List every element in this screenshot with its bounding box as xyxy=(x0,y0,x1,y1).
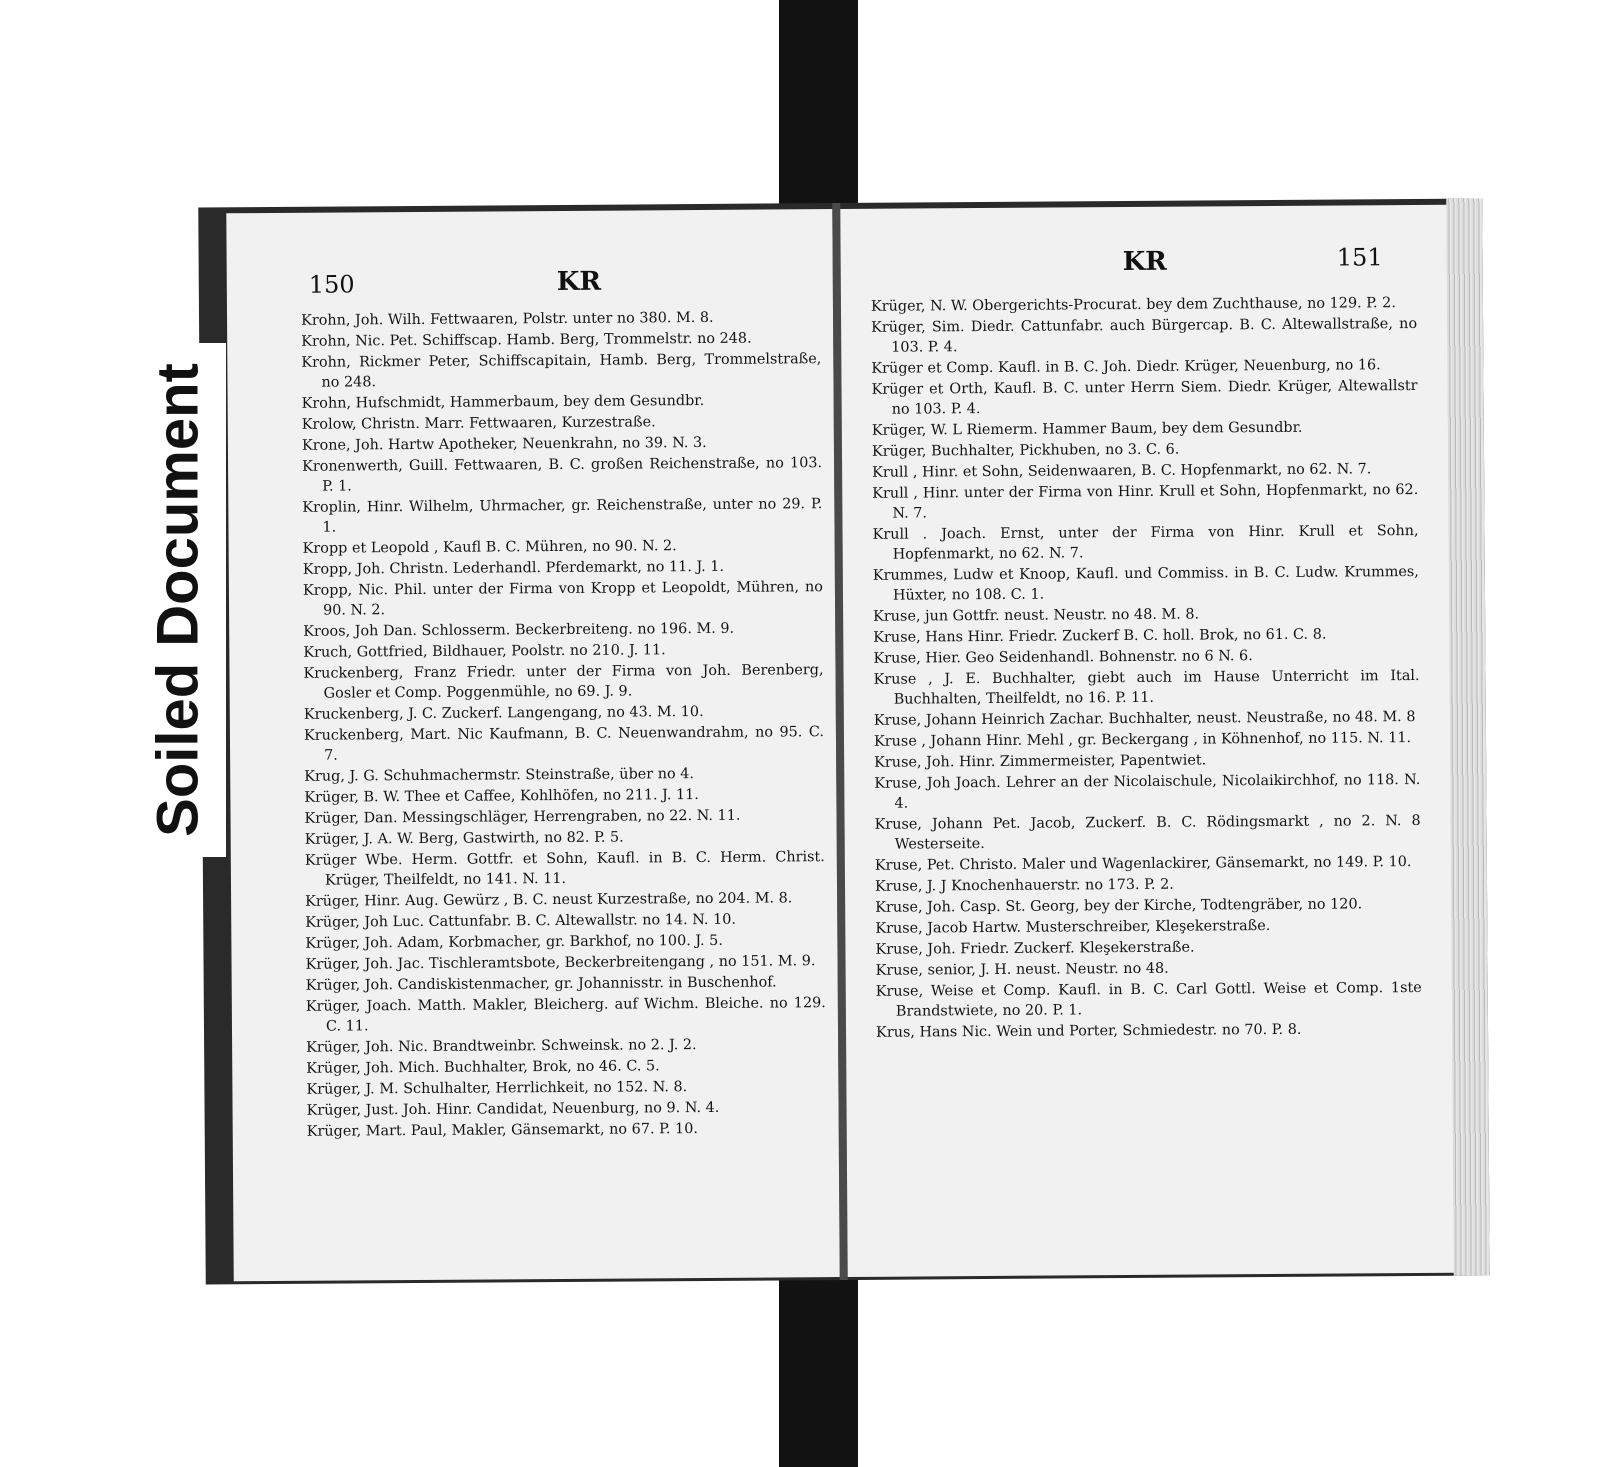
binding-strap-bottom xyxy=(779,1276,858,1467)
directory-entry: Kruse, Joh. Casp. St. Georg, bey der Kirche, Todtengräber, no 120. xyxy=(875,896,1363,916)
directory-entry: Krüger et Comp. Kaufl. in B. C. Joh. Diedr. Krüger, Neuenburg, no 16. xyxy=(871,357,1381,377)
directory-entry: Krolow, Christn. Marr. Fettwaaren, Kurzestraße. xyxy=(301,414,656,433)
directory-entry: Kruckenberg, Franz Friedr. unter der Firma von Joh. Berenberg, Gosler et Comp. Poggenmühle, no 69. J. 9. xyxy=(303,662,824,702)
directory-entry: Krüger, J. M. Schulhalter, Herrlichkeit, no 152. N. 8. xyxy=(306,1079,688,1098)
directory-entry: Kropp, Nic. Phil. unter der Firma von Kropp et Leopoldt, Mühren, no 90. N. 2. xyxy=(302,579,823,619)
directory-entry: Kruch, Gottfried, Bildhauer, Poolstr. no 210. J. 11. xyxy=(303,642,666,661)
directory-entry: Krus, Hans Nic. Wein und Porter, Schmiedestr. no 70. P. 8. xyxy=(875,1021,1302,1041)
directory-entry: Krohn, Hufschmidt, Hammerbaum, bey dem Gesundbr. xyxy=(301,392,705,412)
page-header: KR xyxy=(556,266,602,297)
directory-entry: Krüger, W. L Riemerm. Hammer Baum, bey dem Gesundbr. xyxy=(871,419,1303,439)
directory-entry: Krüger, Joh. Jac. Tischleramtsbote, Beckerbreitengang , no 151. M. 9. xyxy=(305,953,816,973)
directory-entry: Kruckenberg, J. C. Zuckerf. Langengang, no 43. M. 10. xyxy=(303,703,704,723)
page-number: 150 xyxy=(308,270,355,299)
directory-entry: Krull , Hinr. et Sohn, Seidenwaaren, B. C. Hopfenmarkt, no 62. N. 7. xyxy=(872,461,1372,481)
directory-entry: Kruse, Joh. Hinr. Zimmermeister, Papentwiet. xyxy=(874,752,1207,771)
directory-entry: Kruse, Johann Pet. Jacob, Zuckerf. B. C. Rödingsmarkt , no 2. N. 8 Westerseite. xyxy=(874,812,1421,853)
directory-entry: Krull . Joach. Ernst, unter der Firma von Hinr. Krull et Sohn, Hopfenmarkt, no 62. N. 7. xyxy=(872,522,1419,563)
directory-entry: Kruse, Jacob Hartw. Musterschreiber, Kleşekerstraße. xyxy=(875,918,1271,937)
soiled-document-label xyxy=(130,343,226,857)
directory-entry: Krüger, Joh Luc. Cattunfabr. B. C. Altewallstr. no 14. N. 10. xyxy=(305,911,737,931)
directory-entry: Krüger, Joach. Matth. Makler, Bleicherg. auf Wichm. Bleiche. no 129. C. 11. xyxy=(305,995,826,1035)
entry-list xyxy=(301,307,827,1143)
directory-entry: Krohn, Rickmer Peter, Schiffscapitain, Hamb. Berg, Trommelstraße, no 248. xyxy=(301,351,822,391)
directory-entry: Krone, Joh. Hartw Apotheker, Neuenkrahn, no 39. N. 3. xyxy=(301,434,707,454)
directory-entry: Kruse, Joh Joach. Lehrer an der Nicolaischule, Nicolaikirchhof, no 118. N. 4. xyxy=(874,771,1421,812)
directory-entry: Krüger, Joh. Mich. Buchhalter, Brok, no 46. C. 5. xyxy=(306,1058,660,1077)
directory-entry: Kruse, Hier. Geo Seidenhandl. Bohnenstr. no 6 N. 6. xyxy=(873,648,1253,667)
open-book xyxy=(198,199,1489,1285)
directory-entry: Krüger Wbe. Herm. Gottfr. et Sohn, Kaufl. in B. C. Herm. Christ. Krüger, Theilfeldt, no 141. N. 11. xyxy=(304,849,825,889)
directory-entry: Kruse, Johann Heinrich Zachar. Buchhalter, neust. Neustraße, no 48. M. 8 xyxy=(873,709,1416,729)
directory-entry: Krüger, Mart. Paul, Makler, Gänsemarkt, no 67. P. 10. xyxy=(306,1121,698,1140)
directory-entry: Krüger et Orth, Kaufl. B. C. unter Herrn Siem. Diedr. Krüger, Altewallstr no 103. P. 4. xyxy=(871,377,1418,418)
directory-entry: Krull , Hinr. unter der Firma von Hinr. Krull et Sohn, Hopfenmarkt, no 62. N. 7. xyxy=(872,481,1419,522)
page-header: KR xyxy=(1122,246,1167,278)
directory-entry: Krüger, Joh. Nic. Brandtweinbr. Schweinsk. no 2. J. 2. xyxy=(306,1037,697,1056)
directory-entry: Krüger, Buchhalter, Pickhuben, no 3. C. 6. xyxy=(871,441,1180,460)
directory-entry: Krüger, B. W. Thee et Caffee, Kohlhöfen, no 211. J. 11. xyxy=(304,787,699,806)
entry-list xyxy=(871,293,1422,1044)
directory-entry: Kruse, jun Gottfr. neust. Neustr. no 48. M. 8. xyxy=(873,606,1200,625)
directory-entry: Kruse , J. E. Buchhalter, giebt auch im Hause Unterricht im Ital. Buchhalten, Theilfeldt, no 16. P. 11. xyxy=(873,667,1420,708)
directory-entry: Krohn, Nic. Pet. Schiffscap. Hamb. Berg, Trommelstr. no 248. xyxy=(301,330,752,350)
directory-entry: Krüger, Joh. Candiskistenmacher, gr. Johannisstr. in Buschenhof. xyxy=(305,974,777,994)
directory-entry: Krüger, Hinr. Aug. Gewürz , B. C. neust Kurzestraße, no 204. M. 8. xyxy=(305,890,793,910)
directory-entry: Kruse, J. J Knochenhauerstr. no 173. P. 2. xyxy=(874,876,1174,895)
page-edges xyxy=(1446,199,1490,1276)
directory-entry: Krüger, Just. Joh. Hinr. Candidat, Neuenburg, no 9. N. 4. xyxy=(306,1099,720,1119)
directory-entry: Krüger, Dan. Messingschläger, Herrengraben, no 22. N. 11. xyxy=(304,807,741,827)
binding-strap-top xyxy=(779,0,858,215)
left-page xyxy=(226,209,842,1281)
directory-entry: Krummes, Ludw et Knoop, Kaufl. und Commiss. in B. C. Ludw. Krummes, Hüxter, no 108. C. 1. xyxy=(872,563,1419,604)
directory-entry: Kropp, Joh. Christn. Lederhandl. Pferdemarkt, no 11. J. 1. xyxy=(302,558,725,578)
directory-entry: Kruckenberg, Mart. Nic Kaufmann, B. C. Neuenwandrahm, no 95. C. 7. xyxy=(303,724,824,764)
directory-entry: Krüger, Sim. Diedr. Cattunfabr. auch Bürgercap. B. C. Altewallstraße, no 103. P. 4. xyxy=(871,315,1418,356)
directory-entry: Krüger, N. W. Obergerichts-Procurat. bey dem Zuchthause, no 129. P. 2. xyxy=(870,295,1396,315)
directory-entry: Kruse, senior, J. H. neust. Neustr. no 48. xyxy=(875,960,1169,979)
directory-entry: Krüger, J. A. W. Berg, Gastwirth, no 82. P. 5. xyxy=(304,829,624,848)
directory-entry: Kroos, Joh Dan. Schlosserm. Beckerbreiteng. no 196. M. 9. xyxy=(303,620,735,640)
directory-entry: Kruse, Weise et Comp. Kaufl. in B. C. Carl Gottl. Weise et Comp. 1ste Brandstwiete, no 20. P. 1. xyxy=(875,979,1422,1020)
directory-entry: Kruse , Johann Hinr. Mehl , gr. Beckergang , in Köhnenhof, no 115. N. 11. xyxy=(873,730,1412,750)
label-text: Soiled Document xyxy=(145,363,211,837)
page-number: 151 xyxy=(1336,243,1383,272)
directory-entry: Kruse, Joh. Friedr. Zuckerf. Kleşekerstraße. xyxy=(875,939,1195,958)
directory-entry: Krug, J. G. Schuhmachermstr. Steinstraße, über no 4. xyxy=(304,766,695,785)
directory-entry: Kronenwerth, Guill. Fettwaaren, B. C. großen Reichenstraße, no 103. P. 1. xyxy=(302,455,823,495)
right-page xyxy=(840,205,1455,1277)
directory-entry: Kruse, Hans Hinr. Friedr. Zuckerf B. C. holl. Brok, no 61. C. 8. xyxy=(873,626,1327,646)
directory-entry: Kroplin, Hinr. Wilhelm, Uhrmacher, gr. Reichenstraße, unter no 29. P. 1. xyxy=(302,496,823,536)
directory-entry: Krohn, Joh. Wilh. Fettwaaren, Polstr. unter no 380. M. 8. xyxy=(300,309,714,329)
directory-entry: Krüger, Joh. Adam, Korbmacher, gr. Barkhof, no 100. J. 5. xyxy=(305,932,723,952)
directory-entry: Kruse, Pet. Christo. Maler und Wagenlackirer, Gänsemarkt, no 149. P. 10. xyxy=(874,854,1412,874)
directory-entry: Kropp et Leopold , Kaufl B. C. Mühren, no 90. N. 2. xyxy=(302,538,677,557)
